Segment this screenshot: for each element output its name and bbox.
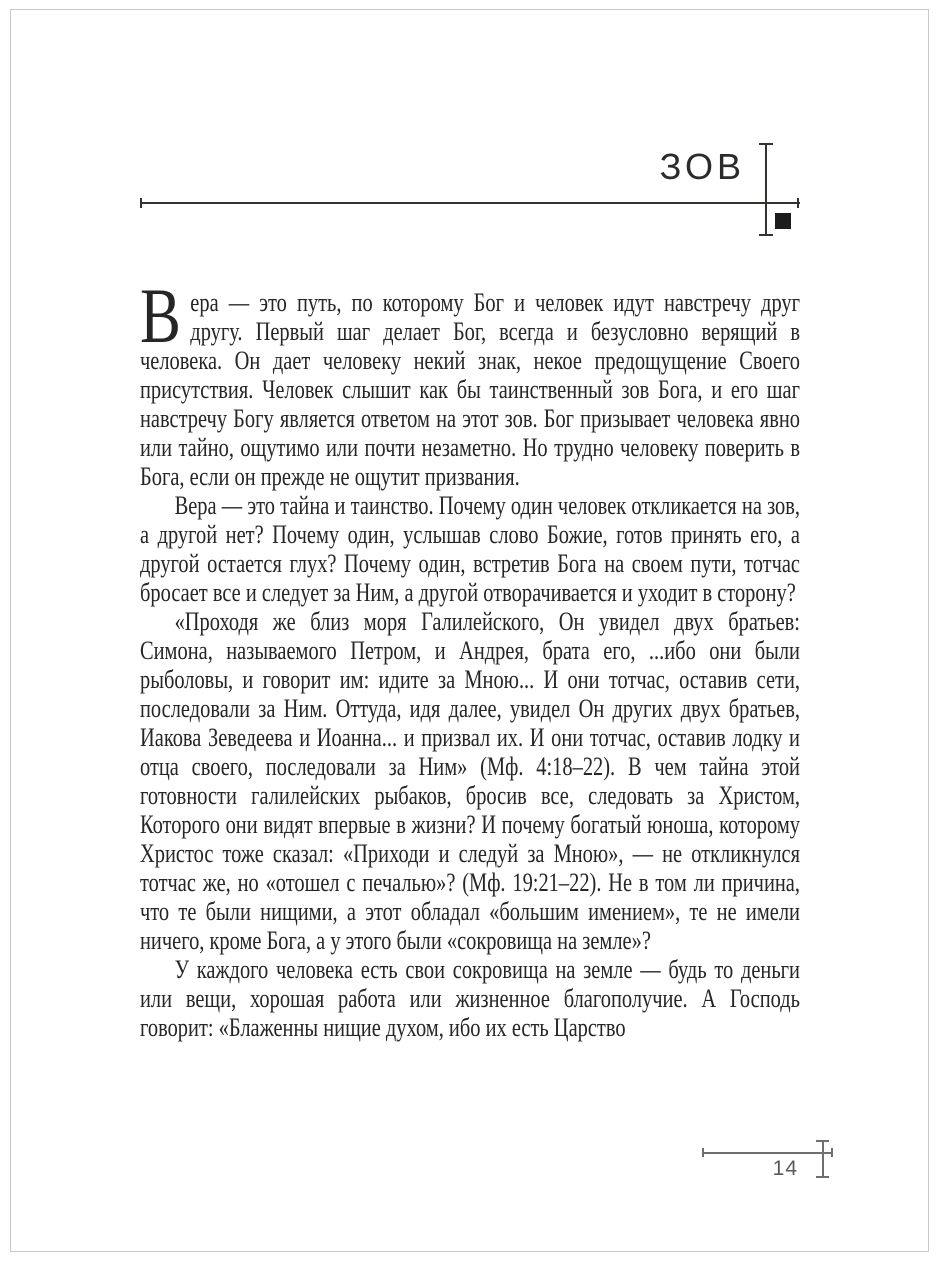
header-square-ornament <box>775 213 791 229</box>
header-vertical-line-bottom-tick <box>759 234 773 236</box>
footer-vertical-line-top-tick <box>816 1140 829 1142</box>
paragraph: У каждого человека есть свои сокровища на земле — будь то деньги или вещи, хорошая работа или жизненное благополучие. А Господь говорит: «Блаженны нищие духом, ибо их есть Царство <box>140 955 800 1042</box>
body-text <box>140 272 800 1042</box>
footer-vertical-line <box>822 1141 824 1178</box>
header-rule-left-tick <box>140 198 142 208</box>
header-vertical-line <box>765 144 767 236</box>
footer-rule-left-tick <box>702 1148 704 1157</box>
header-rule-right-tick <box>797 198 799 208</box>
chapter-title: ЗОВ <box>659 146 745 187</box>
footer-rule <box>703 1152 833 1154</box>
paragraph: Вера — это тайна и таинство. Почему один человек откликается на зов, а другой нет? Почему один, услышав слово Божие, готов принять его, а другой остается глух? Почему один, встретив Бога на своем пути, тотчас бросает все и следует за Ним, а другой отворачивается и уходит в сторону? <box>140 491 800 607</box>
drop-cap: В <box>140 272 181 359</box>
paragraph: «Проходя же близ моря Галилейского, Он увидел двух братьев: Симона, называемого Петром, и Андрея, брата его, ...ибо они были рыболовы, и говорит им: идите за Мною... И они тотчас, оставив сети, последовали за Ним. Оттуда, идя далее, увидел Он других двух братьев, Иакова Зеведеева и Иоанна... и призвал их. И они тотчас, оставив лодку и отца своего, последовали за Ним» (Мф. 4:18–22). В чем тайна этой готовности галилейских рыбаков, бросив все, следовать за Христом, Которого они видят впервые в жизни? И почему богатый юноша, которому Христос тоже сказал: «Приходи и следуй за Мною», — не откликнулся тотчас же, но «отошел с печалью»? (Мф. 19:21–22). Не в том ли причина, что те были нищими, а этот обладал «большим имением», те не имели ничего, кроме Бога, а у этого были «сокровища на земле»? <box>140 607 800 955</box>
paragraph: Вера — это путь, по которому Бог и человек идут навстречу друг другу. Первый шаг делает Бог, всегда и безусловно верящий в человека. Он дает человеку некий знак, некое предощущение Своего присутствия. Человек слышит как бы таинственный зов Бога, и его шаг навстречу Богу является ответом на этот зов. Бог призывает человека явно или тайно, ощутимо или почти незаметно. Но трудно человеку поверить в Бога, если он прежде не ощутит призвания. <box>140 272 800 491</box>
body-text-area <box>140 272 800 1042</box>
footer-vertical-line-bottom-tick <box>816 1176 829 1178</box>
page-number: 14 <box>772 1157 798 1180</box>
footer-rule-right-tick <box>831 1148 833 1157</box>
header-vertical-line-top-tick <box>759 143 773 145</box>
header-rule <box>140 202 800 204</box>
